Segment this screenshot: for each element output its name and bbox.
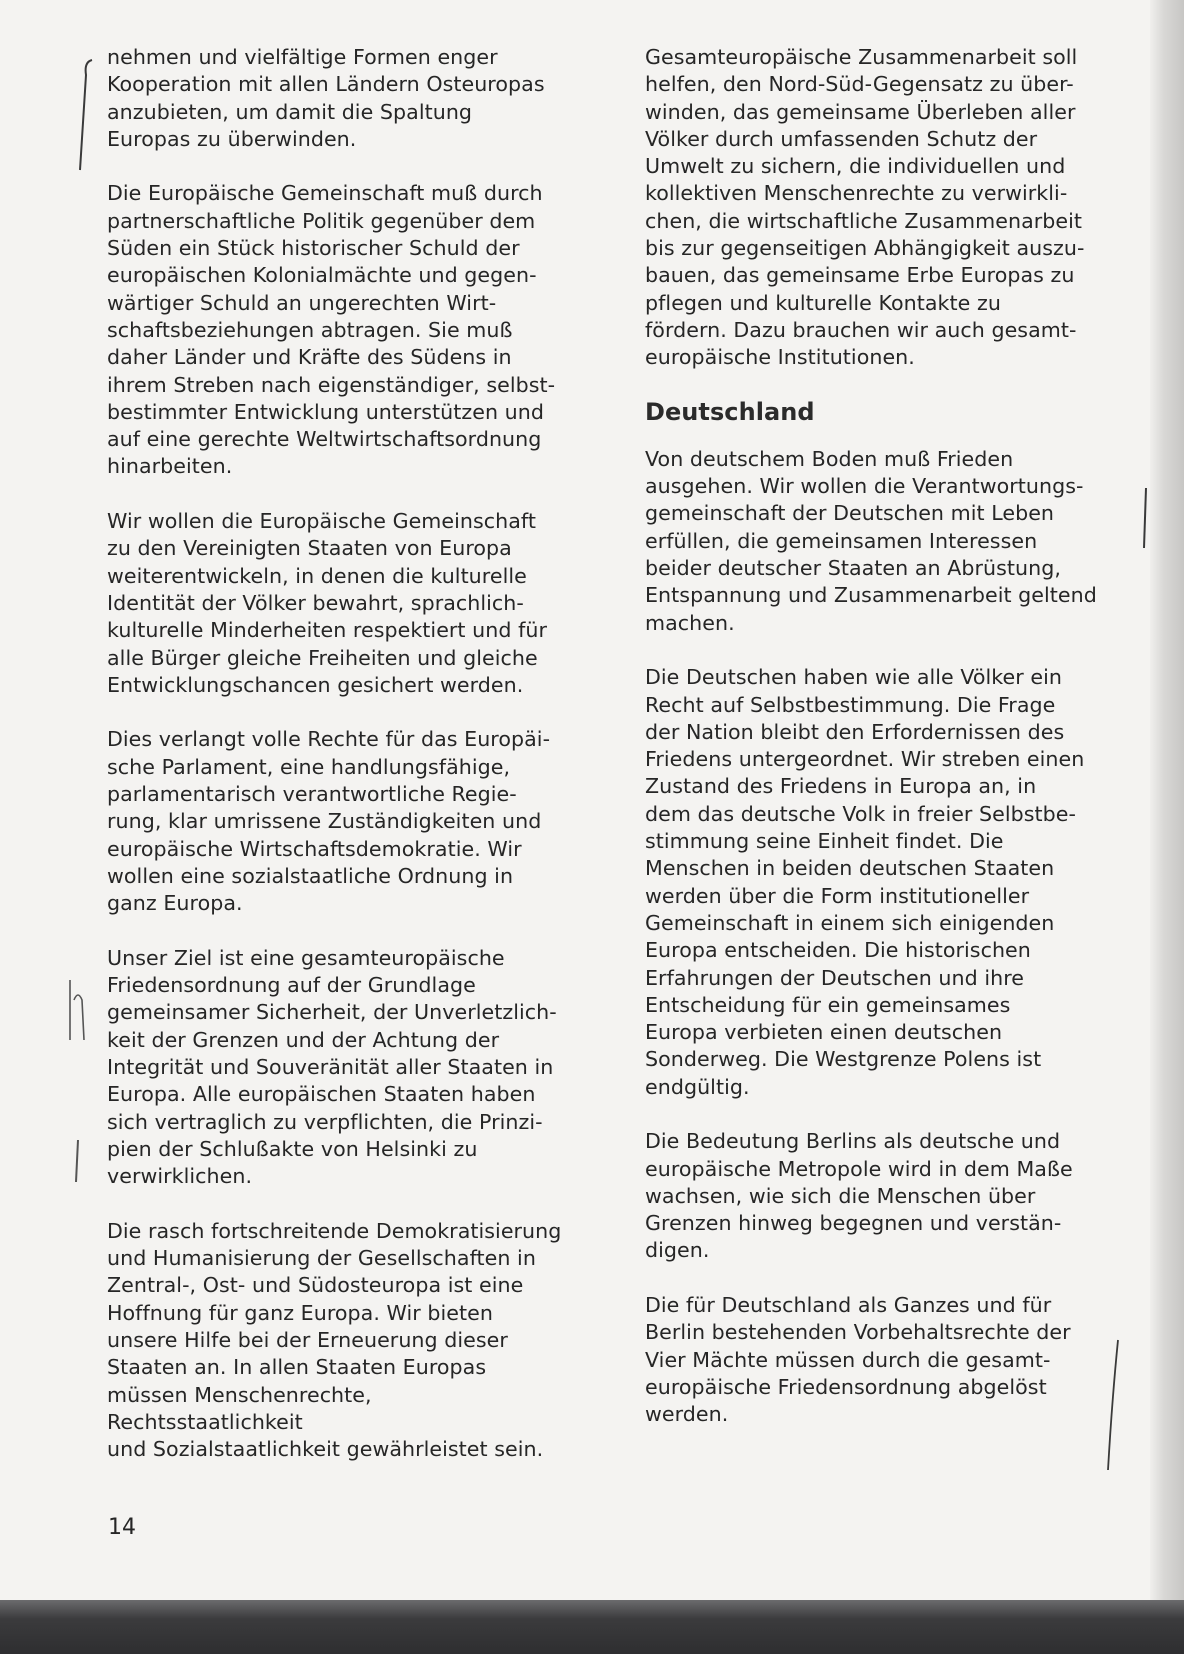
margin-stroke-left-middle bbox=[70, 980, 84, 1040]
margin-stroke-right-lower bbox=[1108, 1340, 1118, 1470]
paragraph: nehmen und vielfältige Formen enger Kooperation mit allen Ländern Osteuropas anzubieten, um damit die Spaltung Europas zu überwinden. bbox=[107, 45, 545, 151]
margin-stroke-top-left bbox=[80, 60, 92, 170]
left-text-column bbox=[107, 44, 562, 1491]
margin-stroke-right-middle bbox=[1144, 488, 1146, 548]
paragraph: Dies verlangt volle Rechte für das Europäi- sche Parlament, eine handlungsfähige, parlamentarisch verantwortliche Regie- rung, klar umrissene Zuständigkeiten und europäische Wirtschaftsdemokratie. Wir wollen eine sozialstaatliche Ordnung in ganz Europa. bbox=[107, 727, 551, 916]
paragraph: Die Deutschen haben wie alle Völker ein Recht auf Selbstbestimmung. Die Frage der Nation bleibt den Erfordernissen des Friedens untergeordnet. Wir streben einen Zustand des Friedens in Europa an, in dem das deutsche Volk in freier Selbstbe- stimmung seine Einheit findet. Die Menschen in beiden deutschen Staaten werden über die Form institutioneller Gemeinschaft in einem sich einigenden Europa entscheiden. Die historischen Erfahrungen der Deutschen und ihre Entscheidung für ein gemeinsames Europa verbieten einen deutschen Sonderweg. Die Westgrenze Polens ist endgültig. bbox=[645, 665, 1085, 1099]
paragraph: Von deutschem Boden muß Frieden ausgehen. Wir wollen die Verantwortungs- gemeinschaft der Deutschen mit Leben erfüllen, die gemeinsamen Interessen beider deutscher Staaten an Abrüstung, Entspannung und Zusammenarbeit geltend machen. bbox=[645, 446, 1097, 635]
margin-stroke-left-lower bbox=[76, 1140, 78, 1182]
section-heading: Deutschland bbox=[645, 397, 815, 426]
page-number: 14 bbox=[108, 1515, 136, 1540]
scanner-bottom-band bbox=[0, 1600, 1184, 1654]
book-spine-shadow bbox=[1150, 0, 1184, 1654]
paragraph: Die Bedeutung Berlins als deutsche und europäische Metropole wird in dem Maße wachsen, wie sich die Menschen über Grenzen hinweg begegnen und verstän- digen. bbox=[645, 1129, 1073, 1263]
paragraph: Die Europäische Gemeinschaft muß durch partnerschaftliche Politik gegenüber dem Süden ein Stück historischer Schuld der europäischen Kolonialmächte und gegen- wärtiger Schuld an ungerechten Wirt- schaftsbeziehungen abtragen. Sie muß daher Länder und Kräfte des Südens in ihrem Streben nach eigenständiger, selbst- bestimmter Entwicklung unterstützen und auf eine gerechte Weltwirtschaftsordnung hinarbeiten. bbox=[107, 181, 556, 479]
paragraph: Gesamteuropäische Zusammenarbeit soll helfen, den Nord-Süd-Gegensatz zu über- winden, das gemeinsame Überleben aller Völker durch umfassenden Schutz der Umwelt zu sichern, die individuellen und kollektiven Menschenrechte zu verwirkli- chen, die wirtschaftliche Zusammenarbeit bis zur gegenseitigen Abhängigkeit auszu- bauen, das gemeinsame Erbe Europas zu pflegen und kulturelle Kontakte zu fördern. Dazu brauchen wir auch gesamt- europäische Institutionen. bbox=[645, 45, 1085, 370]
paragraph: Unser Ziel ist eine gesamteuropäische Friedensordnung auf der Grundlage gemeinsamer Sicherheit, der Unverletzlich- keit der Grenzen und der Achtung der Integrität und Souveränität aller Staaten in Europa. Alle europäischen Staaten haben sich vertraglich zu verpflichten, die Prinzi- pien der Schlußakte von Helsinki zu verwirklichen. bbox=[107, 945, 557, 1189]
paragraph: Wir wollen die Europäische Gemeinschaft zu den Vereinigten Staaten von Europa weiterentwickeln, in denen die kulturelle Identität der Völker bewahrt, sprachlich- kulturelle Minderheiten respektiert und für alle Bürger gleiche Freiheiten und gleiche Entwicklungschancen gesichert werden. bbox=[107, 509, 547, 697]
paragraph: Die rasch fortschreitende Demokratisierung und Humanisierung der Gesellschaften in Zentral-, Ost- und Südosteuropa ist eine Hoffnung für ganz Europa. Wir bieten unsere Hilfe bei der Erneuerung dieser Staaten an. In allen Staaten Europas müssen Menschenrechte, Rechtsstaatlichkeit und Sozialstaatlichkeit gewährleistet sein. bbox=[107, 1218, 562, 1462]
paragraph: Die für Deutschland als Ganzes und für Berlin bestehenden Vorbehaltsrechte der Vier Mächte müssen durch die gesamt- europäische Friedensordnung abgelöst werden. bbox=[645, 1293, 1071, 1427]
right-text-column bbox=[645, 44, 1100, 1456]
